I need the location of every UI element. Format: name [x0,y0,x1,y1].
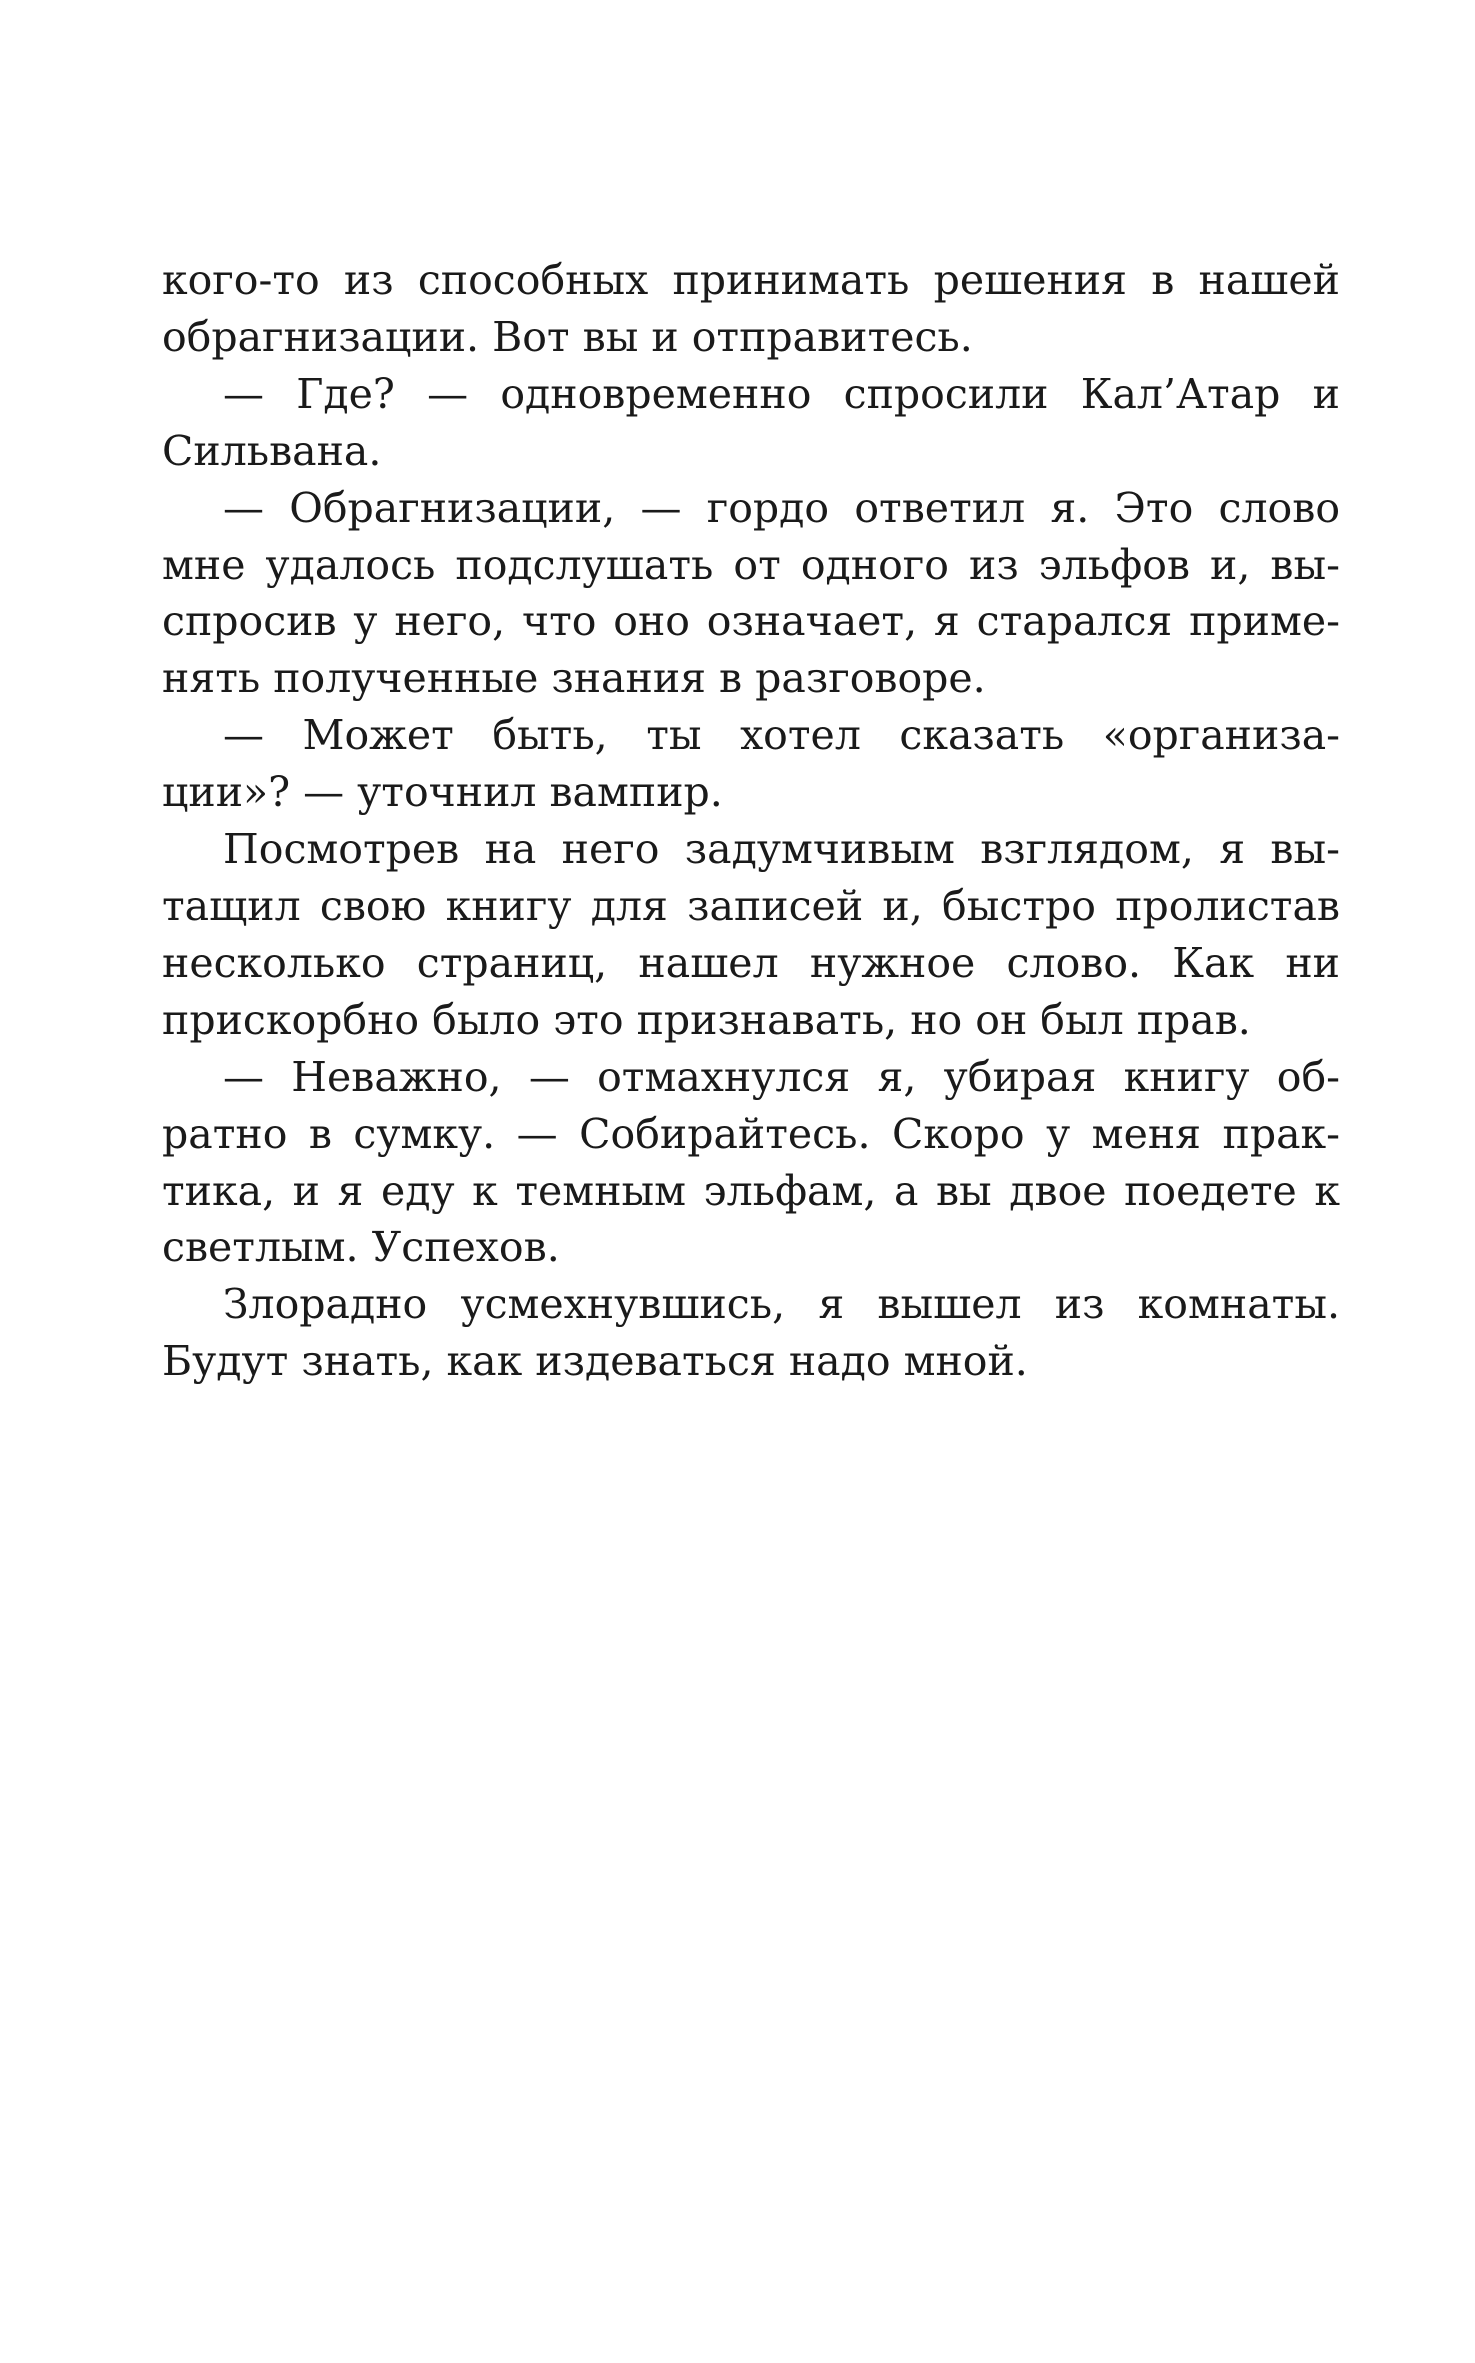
text-line: Посмотрев на него задумчивым взглядом, я вы- [223,825,1340,874]
text-line: ратно в сумку. — Собирайтесь. Скоро у меня прак- [162,1109,1340,1158]
text-line: — Неважно, — отмахнулся я, убирая книгу об- [223,1052,1340,1101]
text-line: — Обрагнизации, — гордо ответил я. Это слово [223,483,1340,532]
text-line: тика, и я еду к темным эльфам, а вы двое поедете к [162,1166,1340,1215]
text-line: ции»? — уточнил вампир. [162,768,723,817]
text-line: тащил свою книгу для записей и, быстро пролистав [162,881,1340,930]
text-line: кого-то из способных принимать решения в нашей [162,256,1340,304]
text-line: несколько страниц, нашел нужное слово. Как ни [162,938,1340,987]
body-text [162,252,1340,1390]
text-line: Злорадно усмехнувшись, я вышел из комнаты. [223,1280,1340,1329]
text-line: обрагнизации. Вот вы и отправитесь. [162,312,973,361]
text-line: спросив у него, что оно означает, я старался приме- [162,597,1340,646]
text-line: — Где? — одновременно спросили Кал’Атар и [223,369,1340,418]
text-line: мне удалось подслушать от одного из эльфов и, вы- [162,540,1340,589]
text-line: светлым. Успехов. [162,1223,560,1272]
text-line: нять полученные знания в разговоре. [162,654,986,703]
text-line: Сильвана. [162,426,382,475]
text-line: Будут знать, как издеваться надо мной. [162,1337,1028,1386]
text-line: прискорбно было это признавать, но он был прав. [162,995,1251,1044]
text-line: — Может быть, ты хотел сказать «организа- [223,711,1340,760]
